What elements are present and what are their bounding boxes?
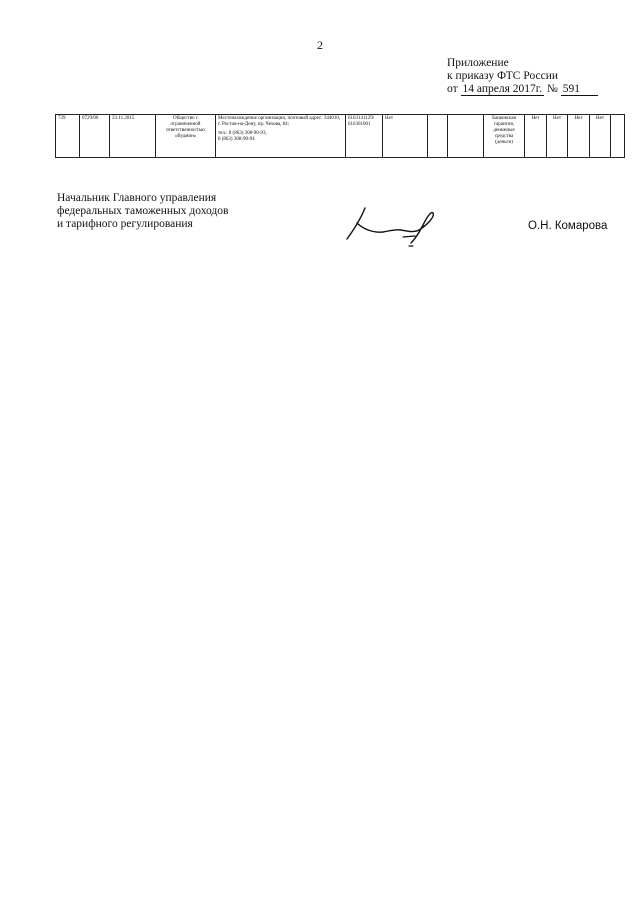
table-row [56,115,625,158]
signer-line-3: и тарифного регулирования [57,218,193,230]
handwritten-signature [343,203,443,253]
cell-col14 [611,115,625,158]
cell-col10: Нет [525,115,547,158]
phone-line-1: тел.: 8 (863) 308-90-93, [218,131,267,136]
signer-line-2: федеральных таможенных доходов [57,205,229,217]
cell-inn-kpp [346,115,383,158]
kpp-value: 616301001 [348,122,371,127]
appendix-order-ref: к приказу ФТС России [447,70,558,82]
appendix-order-line [447,83,598,96]
signer-name: О.Н. Комарова [528,220,608,232]
cell-col7 [428,115,448,158]
cell-code: 0729/00 [80,115,110,158]
appendix-prefix: от [447,83,458,95]
page-number: 2 [317,38,323,52]
signer-position [57,192,228,231]
cell-number: 739 [56,115,80,158]
signer-line-1: Начальник Главного управления [57,192,217,204]
appendix-header [447,57,598,96]
appendix-order-number: 591 [561,83,598,96]
appendix-num-sign: № [546,83,558,95]
cell-address [216,115,346,158]
cell-col13: Нет [590,115,611,158]
cell-col12: Нет [568,115,590,158]
cell-date: 23.11.2015 [110,115,156,158]
address-text: Местонахождение организации, почтовый адрес: 344010, г. Ростов-на-Дону, пр. Чехова, 84; [218,116,341,127]
cell-col6: Нет [383,115,428,158]
cell-col8 [448,115,484,158]
registry-table [55,114,625,158]
inn-value: 6163141129/ [348,116,375,121]
phone-line-2: 8 (863) 308-90-94 [218,137,255,142]
appendix-title: Приложение [447,57,509,69]
cell-col11: Нет [547,115,568,158]
appendix-date: 14 апреля 2017г. [462,83,543,95]
cell-organization: Общество с ограниченной ответственностью «Вудмин» [156,115,216,158]
cell-security: Банковская гарантия, денежные средства (деньги) [484,115,525,158]
